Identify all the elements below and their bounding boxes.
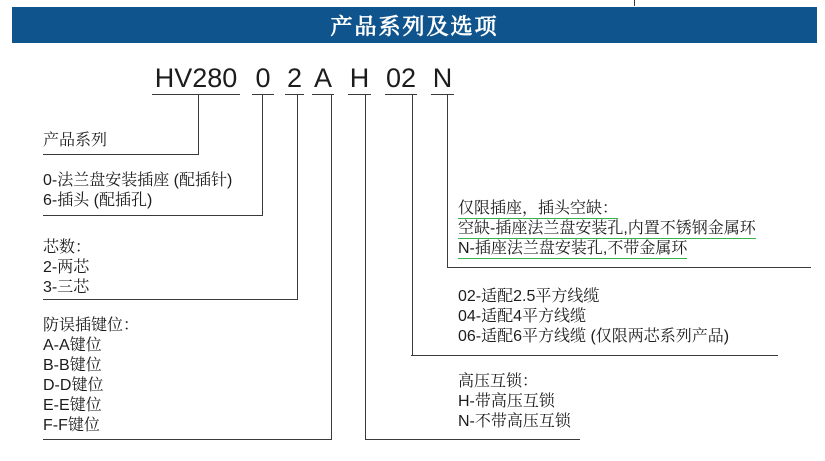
cable-size-option: 04-适配4平方线缆 [458,308,587,325]
page-top-tick-line [634,0,635,6]
section-underline-keying [43,439,332,440]
part-code-cable-size: 02 [385,63,417,93]
part-code-housing-type: 0 [252,63,274,95]
housing-type-options-block [43,171,232,211]
part-code-metal-ring: N [432,63,453,93]
section-underline-housing-type [43,215,263,216]
keying-option: D-D键位 [43,377,104,394]
section-underline-cable-size [411,355,778,356]
section-underline-series [43,154,199,155]
part-code-hvil: H [349,63,370,93]
core-count-options-block [43,238,91,298]
core-count-heading: 芯数： [43,239,92,256]
page-title: 产品系列及选项 [330,13,499,39]
series-label: 产品系列 [43,132,108,149]
keying-option: E-E键位 [43,397,102,414]
hvil-options-block [458,372,571,432]
leader-line-cable-size-vertical [412,94,413,355]
metal-ring-option: 空缺-插座法兰盘安装孔,内置不锈钢金属环 [458,220,756,237]
leader-line-keying-vertical [331,94,332,439]
keying-option: A-A键位 [43,337,102,354]
housing-type-option: 0-法兰盘安装插座 (配插针) [43,172,233,189]
part-code-series: HV280 [152,63,240,95]
section-underline-hvil [365,439,580,440]
section-underline-core-count [43,299,298,300]
leader-line-series-vertical [198,94,199,154]
leader-line-housing-type-vertical [262,94,263,215]
leader-line-hvil-vertical [365,94,366,439]
series-label-block [43,131,107,151]
hvil-heading: 高压互锁： [458,373,539,390]
metal-ring-option: N-插座法兰盘安装孔,不带金属环 [458,240,688,257]
metal-ring-options-block [458,199,756,259]
cable-size-option: 02-适配2.5平方线缆 [458,288,600,305]
hvil-option: H-带高压互锁 [458,393,555,410]
keying-options-block [43,316,139,436]
metal-ring-heading: 仅限插座，插头空缺： [458,200,619,217]
housing-type-option: 6-插头 (配插孔) [43,192,153,209]
section-underline-metal-ring [447,267,811,268]
core-count-option: 2-两芯 [43,259,90,276]
hvil-option: N-不带高压互锁 [458,413,571,430]
keying-option: B-B键位 [43,357,102,374]
core-count-option: 3-三芯 [43,279,90,296]
section-title-banner [12,7,817,43]
leader-line-core-count-vertical [297,94,298,299]
keying-heading: 防误插键位： [43,317,140,334]
keying-option: F-F键位 [43,417,100,434]
part-code-core-count: 2 [286,63,303,93]
leader-line-metal-ring-vertical [447,94,448,267]
cable-size-option: 06-适配6平方线缆 (仅限两芯系列产品) [458,328,730,345]
part-code-keying: A [313,63,332,93]
cable-size-options-block [458,287,729,347]
